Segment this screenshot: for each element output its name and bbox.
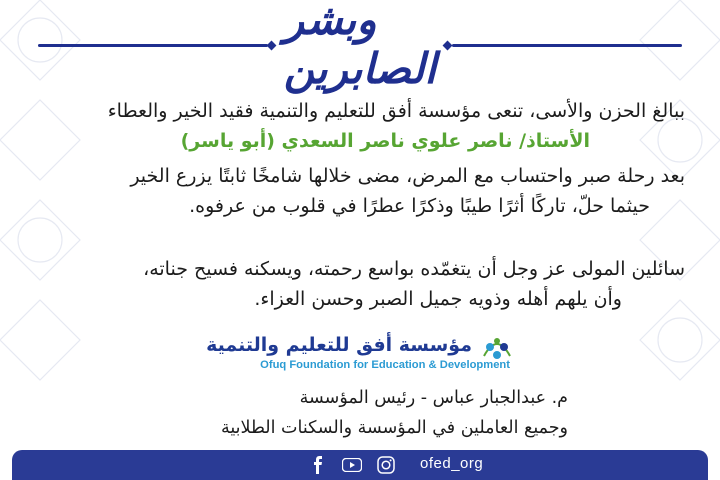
signature-line-2: وجميع العاملين في المؤسسة والسكنات الطلابية [220,418,568,438]
footer-bar [12,450,708,480]
prayer-line-1: سائلين المولى عز وجل أن يتغمّده بواسع رحمته، ويسكنه فسيح جناته، [143,258,685,280]
header-diamond-right [443,41,453,51]
header [0,0,720,93]
header-rule-right [452,44,682,47]
signature-line-1: م. عبدالجبار عباس - رئيس المؤسسة [299,388,568,408]
foundation-logo [206,334,510,378]
condolence-line-3: بعد رحلة صبر واحتساب مع المرض، مضى خلالها شامخًا ثابتًا يزرع الخير [130,165,685,187]
foundation-name-arabic: مؤسسة أفق للتعليم والتنمية [206,334,472,356]
foundation-name-english: Ofuq Foundation for Education & Development [260,359,510,371]
deceased-name: الأستاذ/ ناصر علوي ناصر السعدي (أبو ياسر) [180,130,590,152]
header-rule-left [38,44,268,47]
condolence-line-1: ببالغ الحزن والأسى، تنعى مؤسسة أفق للتعليم والتنمية فقيد الخير والعطاء [107,100,685,122]
social-icons [308,454,396,476]
instagram-icon[interactable] [376,455,396,475]
header-diamond-left [267,41,277,51]
prayer-line-2: وأن يلهم أهله وذويه جميل الصبر وحسن العزاء. [254,288,622,310]
facebook-icon[interactable] [308,455,328,475]
social-handle[interactable]: ofed_org [420,455,484,472]
youtube-icon[interactable] [342,455,362,475]
calligraphy-title: وبشر الصابرين [283,0,437,93]
condolence-line-4: حيثما حلّ، تاركًا أثرًا طيبًا وذكرًا عطرًا في قلوب من عرفوه. [189,195,650,217]
